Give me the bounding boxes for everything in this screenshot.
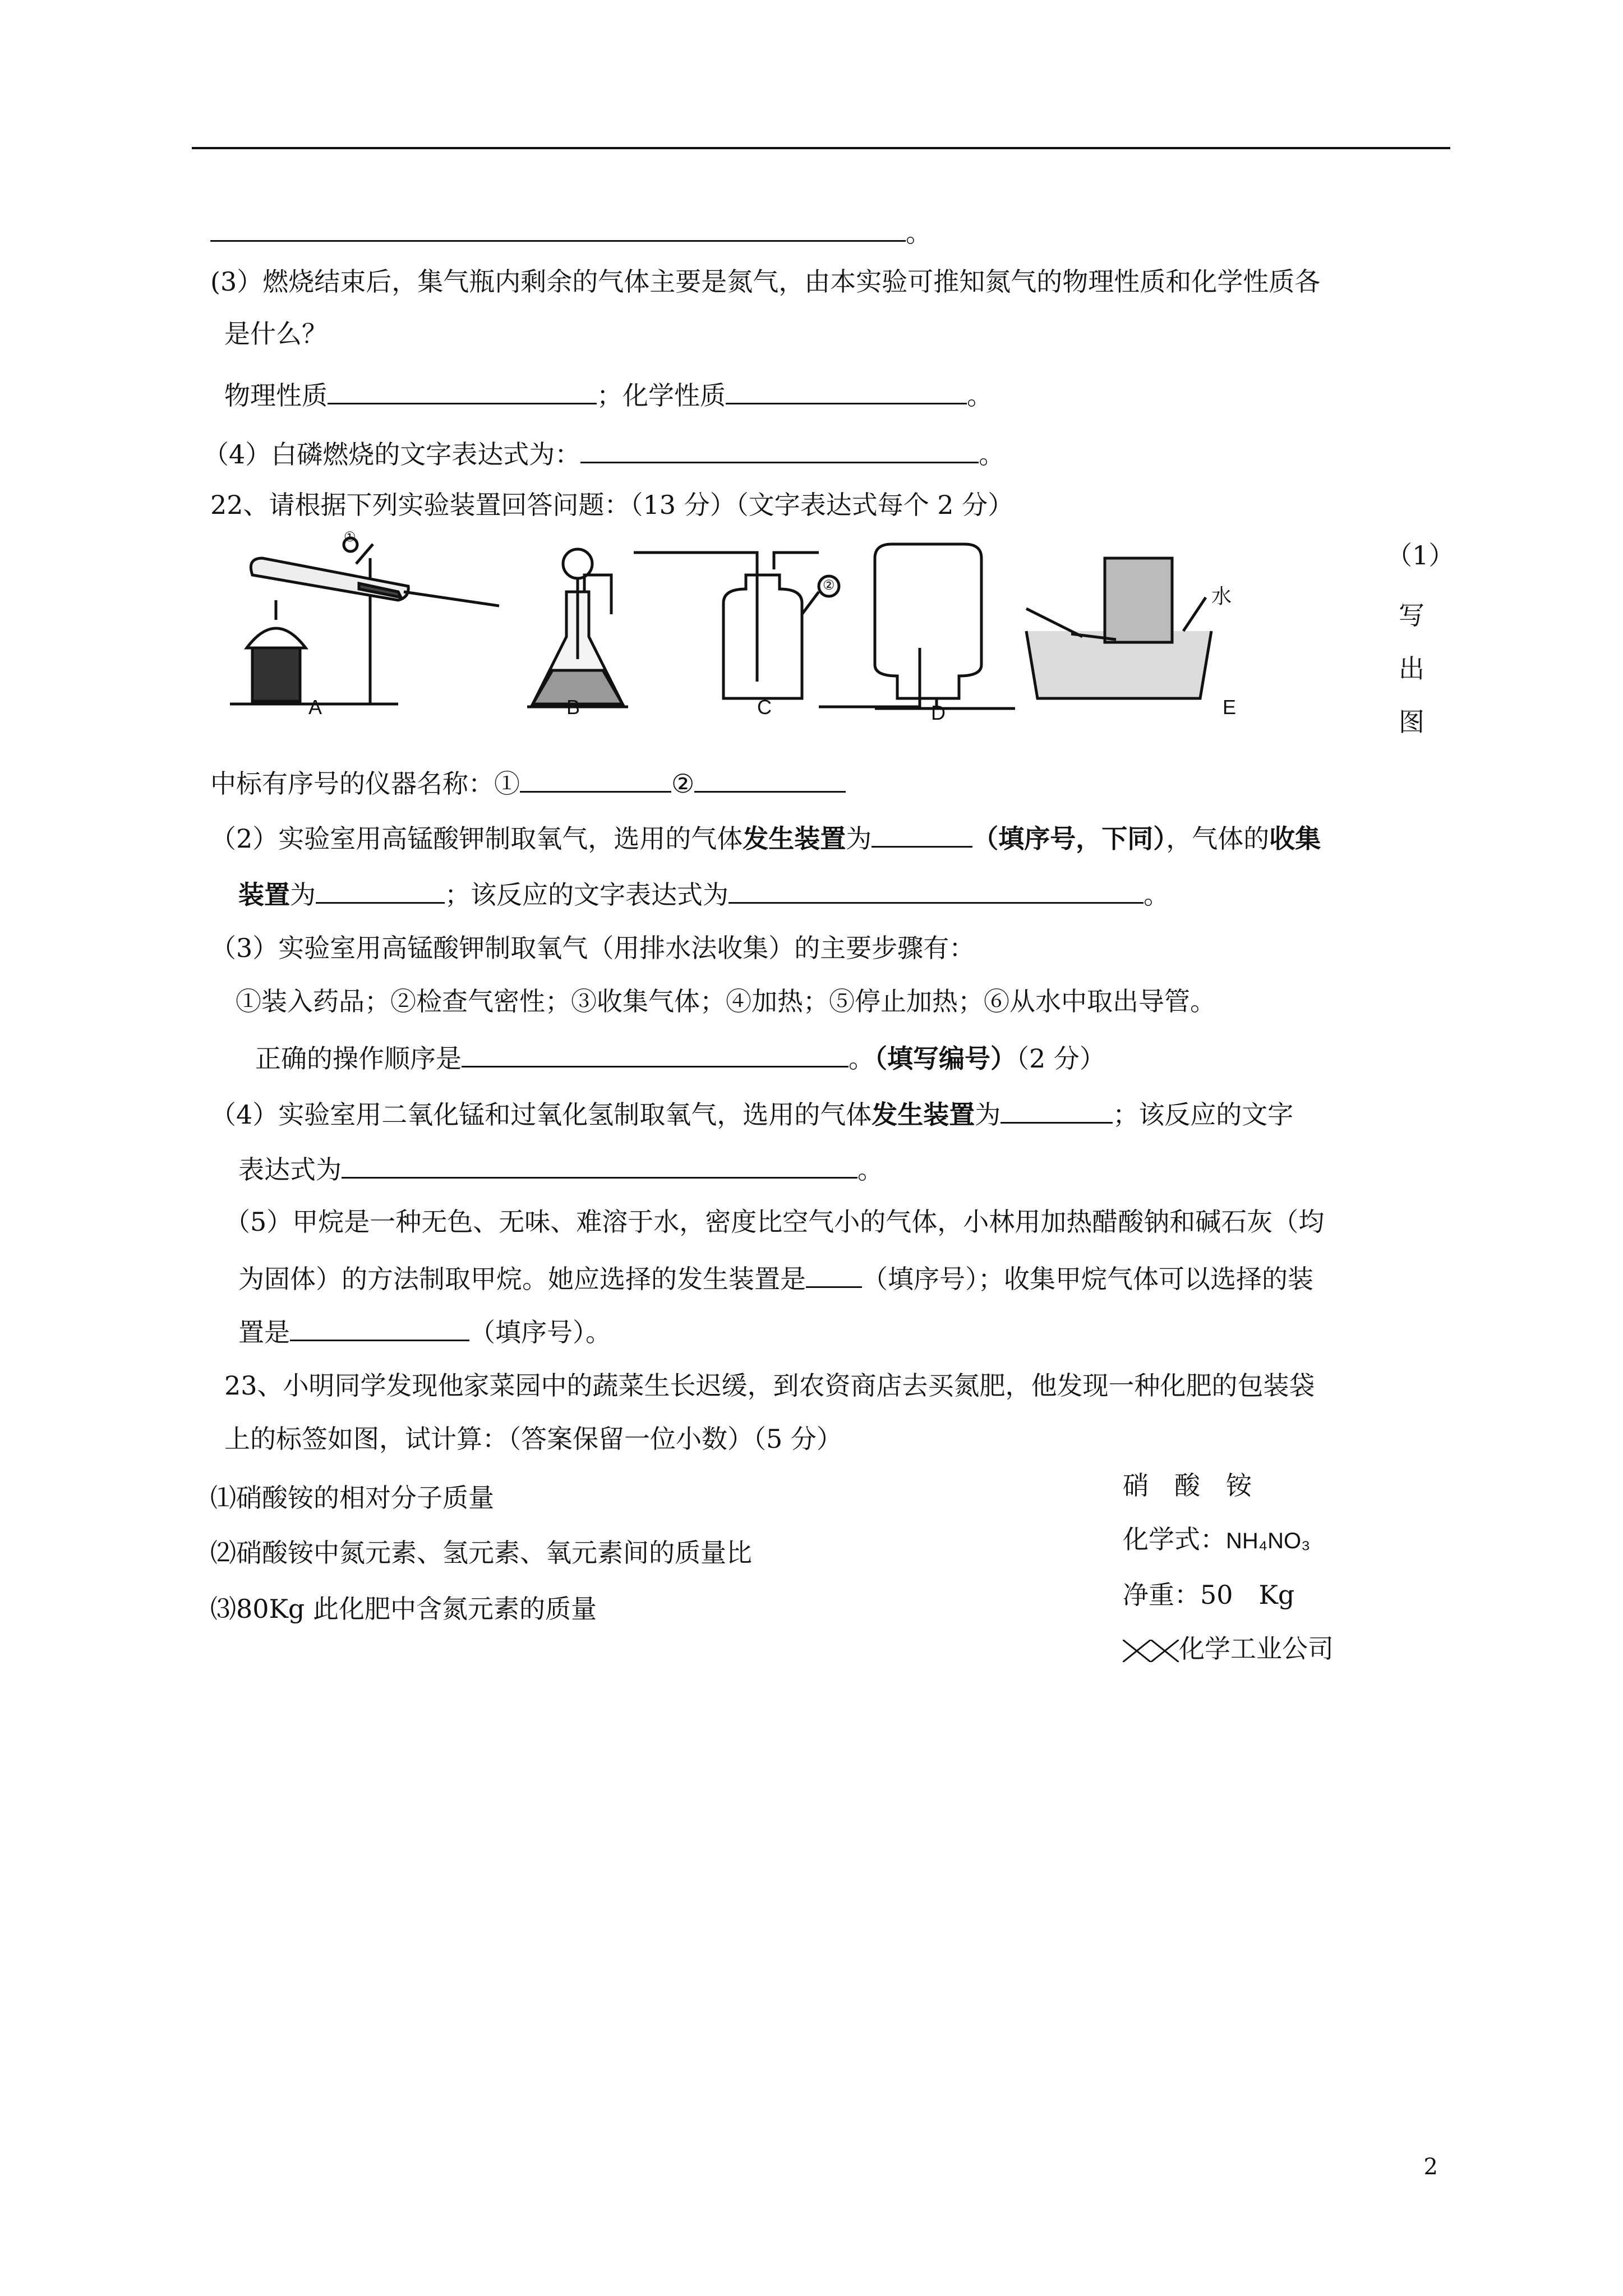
q23-item-1: ⑴硝酸铵的相对分子质量 xyxy=(210,1483,494,1513)
q22-part5-line3: 置是 （填序号）。 xyxy=(238,1313,611,1349)
apparatus-d xyxy=(819,544,1015,708)
redacted-cross-icon xyxy=(1123,1640,1179,1662)
chemical-property-blank[interactable] xyxy=(726,376,967,404)
q21-part3-line1: (3）燃烧结束后，集气瓶内剩余的气体主要是氮气，由本实验可推知氮气的物理性质和化学性质各 xyxy=(210,266,1321,297)
apparatus-drawing xyxy=(230,536,1385,715)
methane-collector-blank[interactable] xyxy=(290,1313,469,1341)
phosphorus-equation-blank[interactable] xyxy=(580,435,979,463)
q23-item-2: ⑵硝酸铵中氮元素、氢元素、氧元素间的质量比 xyxy=(210,1538,752,1568)
answer-line-continued: 。 xyxy=(210,213,932,250)
order-blank[interactable] xyxy=(462,1039,849,1068)
fertilizer-formula: NH₄NO₃ xyxy=(1226,1529,1311,1553)
label-e: E xyxy=(1223,696,1237,719)
chemical-property-label: 化学性质 xyxy=(623,380,726,411)
apparatus-figure xyxy=(230,530,1385,724)
q22-steps: ①装入药品；②检查气密性；③收集气体；④加热；⑤停止加热；⑥从水中取出导管。 xyxy=(236,986,1216,1016)
generator-blank[interactable] xyxy=(872,819,972,848)
h2o2-generator-blank[interactable] xyxy=(1000,1095,1113,1124)
q23-intro-line2: 上的标签如图，试计算：（答案保留一位小数）（5 分） xyxy=(224,1424,842,1454)
instrument-2-blank[interactable] xyxy=(694,764,846,793)
q22-part5-line2: 为固体）的方法制取甲烷。她应选择的发生装置是 （填序号）；收集甲烷气体可以选择的装 xyxy=(238,1259,1313,1296)
q22-part3-line: （3）实验室用高锰酸钾制取氧气（用排水法收集）的主要步骤有： xyxy=(210,933,975,963)
fertilizer-company: 化学工业公司 xyxy=(1179,1634,1334,1664)
q22-part4-line1: （4）实验室用二氧化锰和过氧化氢制取氧气，选用的气体发生装置为 ；该反应的文字 xyxy=(210,1095,1293,1131)
fertilizer-name: 硝 酸 铵 xyxy=(1123,1470,1252,1501)
q22-part2-line1: （2）实验室用高锰酸钾制取氧气，选用的气体发生装置为 （填序号，下同），气体的收集 xyxy=(210,819,1321,855)
label-d: D xyxy=(931,701,946,724)
apparatus-b xyxy=(527,549,628,707)
q21-part3-line2: 是什么？ xyxy=(224,319,328,349)
fertilizer-label xyxy=(1123,1458,1334,1676)
q23-item-3: ⑶80Kg 此化肥中含氮元素的质量 xyxy=(210,1594,597,1624)
fertilizer-weight: 净重：50 Kg xyxy=(1123,1580,1295,1610)
q22-part1-number: （1） xyxy=(1386,540,1455,570)
q22-part2-line2: 装置为 ；该反应的文字表达式为 。 xyxy=(238,875,1169,912)
q22-side-text: 写 出 图 xyxy=(1399,600,1424,737)
apparatus-e xyxy=(1026,558,1211,698)
q22-part1-line: 中标有序号的仪器名称：① ② xyxy=(210,764,846,800)
page-number: 2 xyxy=(1423,2154,1438,2180)
apparatus-a xyxy=(230,538,499,704)
label-a: A xyxy=(308,696,322,719)
water-label: 水 xyxy=(1211,585,1232,608)
answer-blank[interactable] xyxy=(210,213,906,242)
physical-property-label: 物理性质 xyxy=(224,380,328,411)
q22-intro: 22、请根据下列实验装置回答问题：（13 分）（文字表达式每个 2 分） xyxy=(210,490,1014,520)
label-b: B xyxy=(566,696,580,719)
q22-part5-line1: （5）甲烷是一种无色、无味、难溶于水，密度比空气小的气体，小林用加热醋酸钠和碱石灰（均 xyxy=(224,1207,1325,1237)
physical-property-blank[interactable] xyxy=(328,376,597,404)
q23-intro-line1: 23、小明同学发现他家菜园中的蔬菜生长迟缓，到农资商店去买氮肥，他发现一种化肥的包装袋 xyxy=(224,1370,1315,1401)
fertilizer-company-line xyxy=(1123,1622,1334,1676)
q22-order-line: 正确的操作顺序是 。（填写编号）（2 分） xyxy=(255,1039,1105,1075)
methane-generator-blank[interactable] xyxy=(806,1259,862,1288)
label-c: C xyxy=(757,696,772,719)
q22-part4-line2: 表达式为 。 xyxy=(238,1150,883,1186)
apparatus-c xyxy=(634,553,839,698)
header-rule xyxy=(192,147,1450,149)
marker-2: ② xyxy=(823,578,835,593)
q21-properties-line: 物理性质 ；化学性质 。 xyxy=(224,376,993,412)
h2o2-equation-blank[interactable] xyxy=(342,1150,857,1179)
fertilizer-formula-line: 化学式：NH₄NO₃ xyxy=(1123,1524,1311,1554)
instrument-1-blank[interactable] xyxy=(520,764,671,793)
kmno4-equation-blank[interactable] xyxy=(728,875,1144,904)
marker-1: ① xyxy=(344,530,356,545)
q21-part4-line: （4）白磷燃烧的文字表达式为： 。 xyxy=(203,435,1004,471)
collector-blank[interactable] xyxy=(316,875,445,904)
